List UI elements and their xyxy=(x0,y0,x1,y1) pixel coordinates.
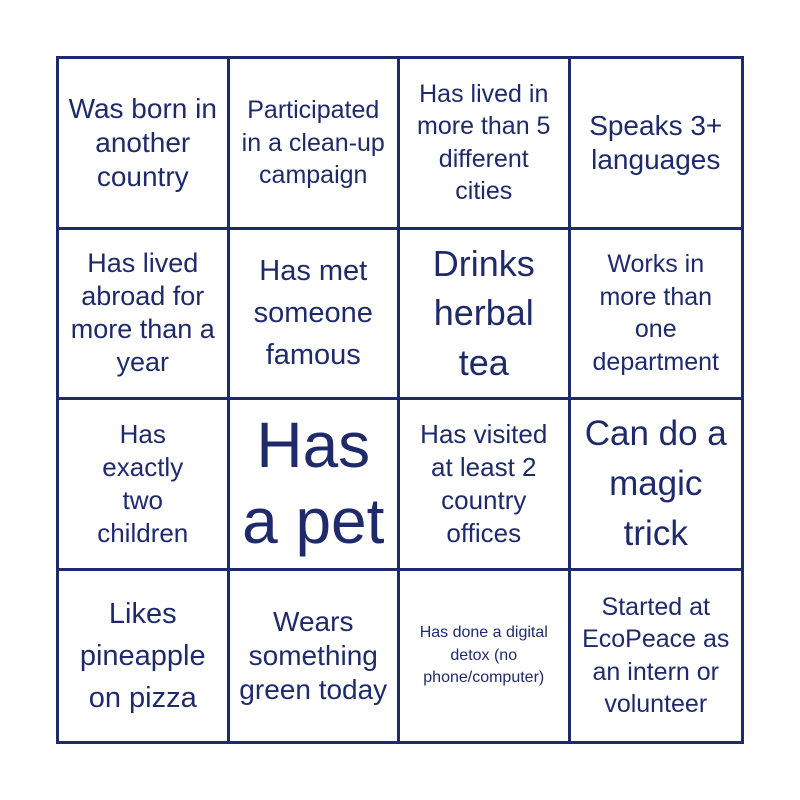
bingo-cell-14[interactable] xyxy=(230,571,401,742)
bingo-cell-13[interactable] xyxy=(59,571,230,742)
cell-text: Started at EcoPeace as an intern or volunteer xyxy=(582,592,730,719)
bingo-board xyxy=(56,56,744,744)
cell-text: Has met someone famous xyxy=(253,255,373,372)
cell-text: Has exactly two children xyxy=(97,418,189,548)
cell-text: Was born in another country xyxy=(68,92,217,192)
bingo-cell-12[interactable] xyxy=(571,400,742,571)
cell-text: Likes pineapple on pizza xyxy=(79,597,206,714)
bingo-cell-2[interactable] xyxy=(230,59,401,230)
bingo-cell-16[interactable] xyxy=(571,571,742,742)
cell-text: Speaks 3+ languages xyxy=(589,109,723,175)
bingo-cell-5[interactable] xyxy=(59,230,230,401)
bingo-grid xyxy=(59,59,741,741)
bingo-cell-8[interactable] xyxy=(571,230,742,401)
bingo-cell-9[interactable] xyxy=(59,400,230,571)
bingo-cell-11[interactable] xyxy=(400,400,571,571)
cell-text: Works in more than one department xyxy=(592,250,719,376)
bingo-cell-15[interactable] xyxy=(400,571,571,742)
bingo-cell-7[interactable] xyxy=(400,230,571,401)
cell-text: Has done a digital detox (no phone/computer) xyxy=(419,624,548,686)
cell-text: Has lived in more than 5 different cities xyxy=(417,79,551,206)
cell-text: Has lived abroad for more than a year xyxy=(70,248,215,378)
cell-text: Wears something green today xyxy=(239,605,388,705)
bingo-cell-4[interactable] xyxy=(571,59,742,230)
cell-text: Drinks herbal tea xyxy=(432,242,535,384)
cell-text: Can do a magic trick xyxy=(584,414,727,553)
bingo-cell-3[interactable] xyxy=(400,59,571,230)
cell-text: Has visited at least 2 country offices xyxy=(420,418,548,548)
cell-text: Participated in a clean-up campaign xyxy=(241,96,385,189)
bingo-cell-1[interactable] xyxy=(59,59,230,230)
bingo-cell-6[interactable] xyxy=(230,230,401,401)
bingo-cell-10[interactable] xyxy=(230,400,401,571)
cell-text: Has a pet xyxy=(242,409,385,557)
